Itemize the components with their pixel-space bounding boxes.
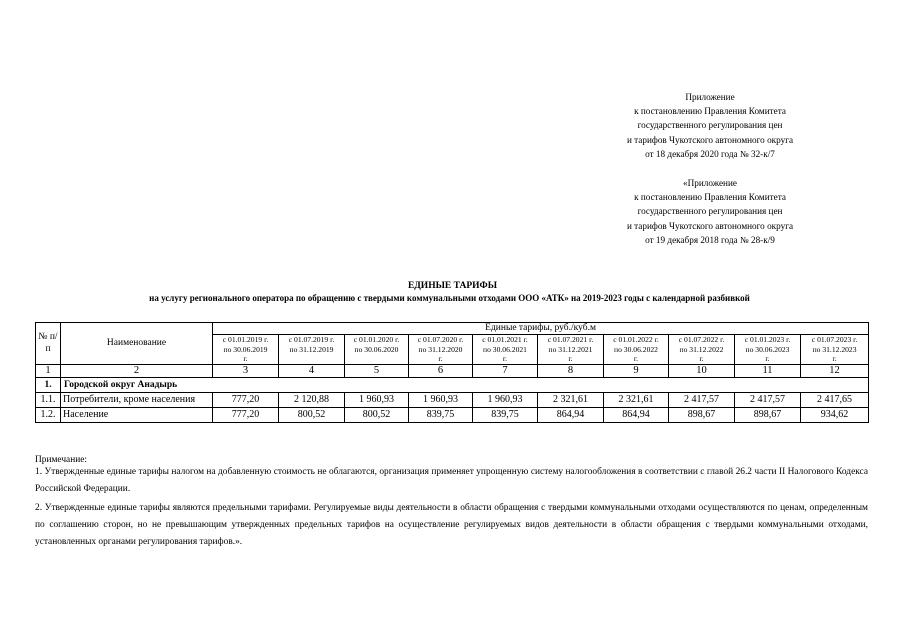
period-header: с 01.07.2022 г. по 31.12.2022 г. — [669, 335, 735, 365]
note-item: 1. Утвержденные единые тарифы налогом на добавленную стоимость не облагаются, организация применяет упрощенную систему налогообложения в соответствии с главой 26.2 части II Налогового Кодекса Российской Федерации. — [35, 467, 868, 494]
row-name: Потребители, кроме населения — [61, 392, 213, 407]
period-header: с 01.01.2022 г. по 30.06.2022 г. — [604, 335, 669, 365]
period-header: с 01.01.2019 г. по 30.06.2019 г. — [213, 335, 279, 365]
column-number: 7 — [473, 364, 538, 377]
tariff-value: 839,75 — [409, 407, 473, 422]
table-header-row — [36, 323, 869, 335]
appendix-line: государственного регулирования цен — [637, 206, 783, 217]
column-number: 2 — [61, 364, 213, 377]
tariff-table — [35, 322, 869, 423]
period-header: с 01.07.2023 г. по 31.12.2023 г. — [801, 335, 869, 365]
tariff-value: 800,52 — [345, 407, 409, 422]
tariff-value: 2 120,88 — [279, 392, 345, 407]
tariff-value: 800,52 — [279, 407, 345, 422]
tariff-value: 2 417,57 — [735, 392, 801, 407]
header-number: № п/п — [36, 323, 61, 365]
tariff-value: 864,94 — [604, 407, 669, 422]
column-number: 10 — [669, 364, 735, 377]
column-number: 1 — [36, 364, 61, 377]
column-number: 9 — [604, 364, 669, 377]
header-tariffs-group: Единые тарифы, руб./куб.м — [213, 323, 869, 335]
tariff-value: 2 417,57 — [669, 392, 735, 407]
appendix-line: «Приложение — [683, 178, 737, 188]
row-number: 1.1. — [36, 392, 61, 407]
period-header: с 01.01.2023 г. по 30.06.2023 г. — [735, 335, 801, 365]
appendix-block-original — [600, 176, 820, 247]
column-number: 3 — [213, 364, 279, 377]
tariff-value: 777,20 — [213, 407, 279, 422]
period-header: с 01.07.2019 г. по 31.12.2019 — [279, 335, 345, 365]
region-name: Городской округ Анадырь — [61, 377, 869, 392]
appendix-line: к постановлению Правления Комитета — [634, 192, 786, 203]
tariff-value: 898,67 — [735, 407, 801, 422]
table-row — [36, 407, 869, 422]
tariff-value: 2 321,61 — [604, 392, 669, 407]
table-row — [36, 392, 869, 407]
tariff-value: 839,75 — [473, 407, 538, 422]
tariff-value: 864,94 — [538, 407, 604, 422]
tariff-value: 1 960,93 — [409, 392, 473, 407]
tariff-value: 1 960,93 — [473, 392, 538, 407]
tariff-value: 898,67 — [669, 407, 735, 422]
tariff-value: 777,20 — [213, 392, 279, 407]
tariff-value: 2 321,61 — [538, 392, 604, 407]
appendix-line: Приложение — [685, 92, 735, 102]
tariff-value: 2 417,65 — [801, 392, 869, 407]
row-name: Население — [61, 407, 213, 422]
document-subtitle: на услугу регионального оператора по обращению с твердыми коммунальными отходами ООО «АТК» на 2019-2023 годы с календарной разбивкой — [149, 293, 750, 303]
tariff-value: 1 960,93 — [345, 392, 409, 407]
region-row — [36, 377, 869, 392]
region-number: 1. — [36, 377, 61, 392]
document-title: ЕДИНЫЕ ТАРИФЫ — [407, 281, 498, 291]
period-header: с 01.01.2021 г. по 30.06.2021 г. — [473, 335, 538, 365]
row-number: 1.2. — [36, 407, 61, 422]
column-number: 4 — [279, 364, 345, 377]
header-name: Наименование — [61, 323, 213, 365]
appendix-line: и тарифов Чукотского автономного округа — [626, 220, 794, 231]
column-number: 12 — [801, 364, 869, 377]
column-number: 8 — [538, 364, 604, 377]
appendix-line: и тарифов Чукотского автономного округа — [626, 134, 794, 145]
column-number: 6 — [409, 364, 473, 377]
appendix-line: от 18 декабря 2020 года № 32-к/7 — [645, 148, 775, 159]
column-number: 11 — [735, 364, 801, 377]
period-header: с 01.01.2020 г. по 30.06.2020 — [345, 335, 409, 365]
notes-heading: Примечание: — [35, 455, 88, 465]
note-item: 2. Утвержденные единые тарифы являются предельными тарифами. Регулируемые виды деятельности в области обращения с твердыми коммунальными отходами осуществляются по ценам, определенным по соглашению сторон, но не превышающим утвержденных предельных тарифов на осуществление регулируемых видов деятельности в области обращения с твердыми коммунальными отходами, установленных органами регулирования тарифов.». — [35, 503, 868, 547]
appendix-line: от 19 декабря 2018 года № 28-к/9 — [645, 234, 775, 245]
appendix-line: государственного регулирования цен — [637, 120, 783, 131]
period-header: с 01.07.2020 г. по 31.12.2020 г. — [409, 335, 473, 365]
appendix-block-current — [600, 90, 820, 161]
tariff-value: 934,62 — [801, 407, 869, 422]
column-number-row — [36, 364, 869, 377]
period-header: с 01.07.2021 г. по 31.12.2021 г. — [538, 335, 604, 365]
appendix-line: к постановлению Правления Комитета — [634, 106, 786, 117]
column-number: 5 — [345, 364, 409, 377]
